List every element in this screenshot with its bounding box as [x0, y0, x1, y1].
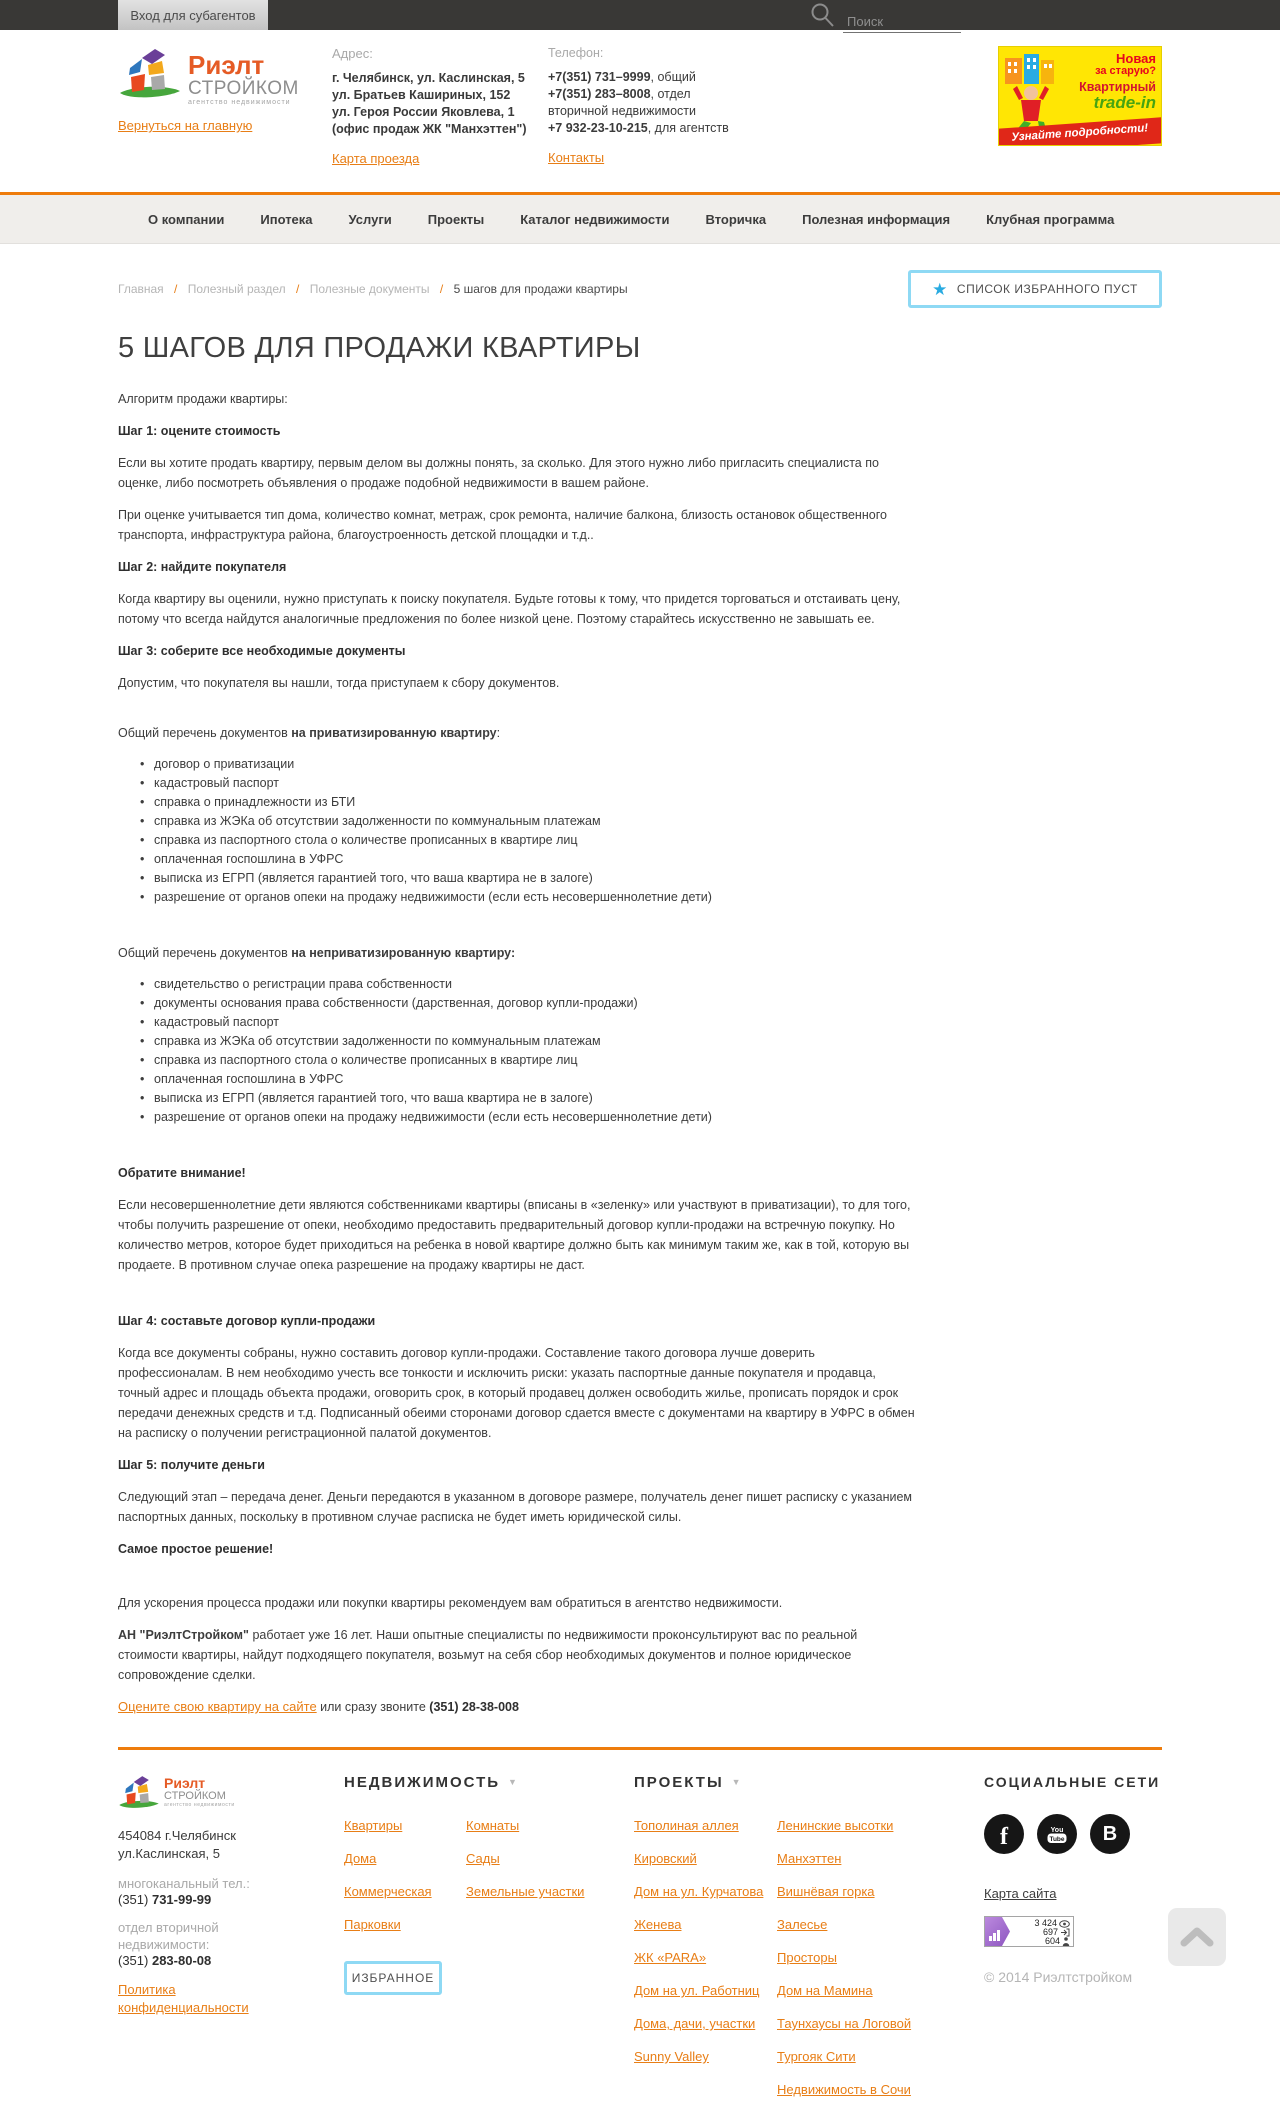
person-icon: [1062, 1937, 1070, 1946]
breadcrumb-separator: /: [174, 282, 178, 296]
banner-line-3: Квартирный: [1079, 80, 1156, 94]
phone-line: +7(351) 731–9999, общий: [548, 70, 696, 84]
nav-item-about[interactable]: О компании: [148, 211, 225, 227]
nav-item-projects[interactable]: Проекты: [427, 211, 485, 227]
site-footer: [0, 1747, 1280, 2114]
footer-favorites-button[interactable]: ИЗБРАННОЕ: [344, 1961, 442, 1995]
list-item: • документы основания права собственности (дарственная, договор купли-продажи): [140, 994, 918, 1013]
list-item: • справка из паспортного стола о количестве прописанных в квартире лиц: [140, 831, 918, 850]
step-5-title: Шаг 5: получите деньги: [118, 1458, 265, 1472]
list-item: • справка о принадлежности из БТИ: [140, 793, 918, 812]
project-link[interactable]: Залесье: [777, 1917, 828, 1932]
step-3-title: Шаг 3: соберите все необходимые документы: [118, 644, 406, 658]
project-link[interactable]: Таунхаусы на Логовой: [777, 2016, 912, 2031]
project-link[interactable]: Тополиная аллея: [634, 1818, 739, 1833]
list-item: • разрешение от органов опеки на продажу недвижимости (если есть несовершеннолетние дети): [140, 1108, 918, 1127]
note-title: Обратите внимание!: [118, 1166, 246, 1180]
footer-link-parking[interactable]: Парковки: [344, 1917, 401, 1932]
vk-icon[interactable]: B: [1090, 1814, 1130, 1854]
social-heading: СОЦИАЛЬНЫЕ СЕТИ: [984, 1774, 1161, 1790]
list-item: • свидетельство о регистрации права собственности: [140, 975, 918, 994]
nav-item-secondary[interactable]: Вторичка: [705, 211, 767, 227]
footer-social-column: [984, 1774, 1162, 2114]
list-item: • справка из паспортного стола о количестве прописанных в квартире лиц: [140, 1051, 918, 1070]
list-item: • договор о приватизации: [140, 755, 918, 774]
search-input[interactable]: [843, 11, 961, 33]
main-navigation: [0, 192, 1280, 244]
nav-item-club[interactable]: Клубная программа: [986, 211, 1115, 227]
step-5-paragraph: Следующий этап – передача денег. Деньги передаются в указанном в договоре размере, получатель денег пишет расписку с указанием паспортных данных, поскольку в противном случае расписка не будет иметь юридической силы.: [118, 1490, 913, 1524]
footer-link-commercial[interactable]: Коммерческая: [344, 1884, 432, 1899]
phone-line: +7(351) 283–8008, отдел: [548, 87, 691, 101]
page-title: 5 ШАГОВ ДЛЯ ПРОДАЖИ КВАРТИРЫ: [118, 332, 641, 364]
realty-heading[interactable]: НЕДВИЖИМОСТЬ ▼: [344, 1774, 519, 1791]
project-link[interactable]: Sunny Valley: [634, 2049, 709, 2064]
step-4-paragraph: Когда все документы собраны, нужно составить договор купли-продажи. Составление такого договора лучше доверить профессионалам. В нем необходимо учесть все тонкости и исключить риски: указать паспортные данные покупателя и продавца, точный адрес и площадь объекта продажи, оговорить срок, в который продавец должен освободить жилье, прописать порядок и срок передачи денежных средств и т.д. Подписанный обеими сторонами договор сдается вместе с документами на квартиру в УФРС в обмен на расписку о получении регистрационной палатой документов.: [118, 1346, 915, 1440]
project-link[interactable]: ЖК «PARA»: [634, 1950, 707, 1965]
project-link[interactable]: Недвижимость в Сочи: [777, 2082, 911, 2097]
footer-link-houses[interactable]: Дома: [344, 1851, 377, 1866]
company-logo[interactable]: [118, 46, 324, 106]
footer-link-land[interactable]: Земельные участки: [466, 1884, 585, 1899]
banner-strip: Узнайте подробности!: [998, 117, 1162, 146]
footer-phone1: (351) 731-99-99: [118, 1892, 212, 1907]
breadcrumb-home-link[interactable]: Главная: [118, 282, 164, 296]
main-content: [0, 270, 1280, 1717]
logo-word-1: Риэлт: [164, 1775, 206, 1791]
svg-text:Tube: Tube: [1049, 1835, 1065, 1843]
simple-solution-paragraph: Для ускорения процесса продажи или покупки квартиры рекомендуем вам обратиться в агентство недвижимости.: [118, 1596, 783, 1610]
scroll-to-top-button[interactable]: [1168, 1908, 1226, 1966]
footer-phone1-label: многоканальный тел.:: [118, 1876, 250, 1891]
breadcrumb-useful-section-link[interactable]: Полезный раздел: [187, 282, 286, 296]
footer-phone2: (351) 283-80-08: [118, 1953, 212, 1968]
cta-phone-number: (351) 28-38-008: [429, 1700, 519, 1714]
step-3-paragraph: Допустим, что покупателя вы нашли, тогда приступаем к сбору документов.: [118, 676, 560, 690]
step-2-paragraph: Когда квартиру вы оценили, нужно приступать к поиску покупателя. Будьте готовы к тому, что придется торговаться и отстаивать цену, потому что всегда найдутся аналогичные предложения по более низкой цене. Поэтому старайтесь искусственно не завышать ее.: [118, 592, 901, 626]
estimate-apartment-link[interactable]: Оцените свою квартиру на сайте: [118, 1699, 317, 1714]
project-link[interactable]: Ленинские высотки: [777, 1818, 894, 1833]
phone-line: вторичной недвижимости: [548, 104, 697, 118]
privacy-policy-link[interactable]: Политика конфиденциальности: [118, 1982, 249, 2015]
breadcrumb-current-page: 5 шагов для продажи квартиры: [453, 282, 628, 296]
counter-visitors: 604: [1010, 1937, 1070, 1946]
top-bar: [0, 0, 1280, 30]
visit-counter-widget[interactable]: [984, 1916, 1074, 1947]
project-link[interactable]: Женева: [634, 1917, 682, 1932]
nav-item-mortgage[interactable]: Ипотека: [260, 211, 313, 227]
eye-icon: [1059, 1920, 1070, 1928]
search-box: [810, 2, 961, 33]
non-privatized-documents-list: [118, 975, 918, 1127]
logo-word-1: Риэлт: [188, 50, 265, 80]
non-privatized-list-intro: Общий перечень документов на неприватизированную квартиру:: [118, 946, 516, 960]
list-item: • оплаченная госпошлина в УФРС: [140, 1070, 918, 1089]
project-link[interactable]: Манхэттен: [777, 1851, 842, 1866]
chevron-down-icon: ▼: [731, 1777, 743, 1787]
nav-item-useful-info[interactable]: Полезная информация: [802, 211, 951, 227]
agency-paragraph: АН "РиэлтСтройком" работает уже 16 лет. Наши опытные специалисты по недвижимости проконсультируют вас по реальной стоимости квартиры, найдут подходящего покупателя, возьмут на себя сбор необходимых документов и полное юридическое сопровождение сделки.: [118, 1628, 858, 1682]
phone-line: +7 932-23-10-215, для агентств: [548, 121, 729, 135]
footer-contact-column: [118, 1774, 288, 2114]
footer-projects-column: [634, 1774, 984, 2114]
step-1-paragraph: Если вы хотите продать квартиру, первым делом вы должны понять, за сколько. Для этого нужно либо пригласить специалиста по оценке, либо посмотреть объявления о продаже подобной недвижимости в вашем районе.: [118, 456, 879, 490]
site-header: [0, 30, 1280, 192]
project-link[interactable]: Просторы: [777, 1950, 837, 1965]
address-label: Адрес:: [332, 46, 373, 61]
footer-logo[interactable]: [118, 1774, 288, 1811]
breadcrumb-separator: /: [296, 282, 300, 296]
project-link[interactable]: Вишнёвая горка: [777, 1884, 875, 1899]
logo-word-2: СТРОЙКОМ: [188, 78, 299, 99]
nav-item-catalog[interactable]: Каталог недвижимости: [520, 211, 670, 227]
login-icon: [1060, 1928, 1070, 1937]
star-icon: ★: [932, 279, 948, 299]
step-4-title: Шаг 4: составьте договор купли-продажи: [118, 1314, 376, 1328]
favorites-empty-button[interactable]: [908, 270, 1162, 308]
list-item: • справка из ЖЭКа об отсутствии задолженности по коммунальным платежам: [140, 812, 918, 831]
chevron-up-icon: [1180, 1927, 1214, 1947]
project-link[interactable]: Дом на Мамина: [777, 1983, 873, 1998]
logo-word-2: СТРОЙКОМ: [164, 1790, 226, 1802]
project-link[interactable]: Дом на ул. Работниц: [634, 1983, 760, 1998]
simple-solution-title: Самое простое решение!: [118, 1542, 274, 1556]
project-link[interactable]: Дом на ул. Курчатова: [634, 1884, 764, 1899]
list-item: • выписка из ЕГРП (является гарантией того, что ваша квартира не в залоге): [140, 1089, 918, 1108]
list-item: • выписка из ЕГРП (является гарантией того, что ваша квартира не в залоге): [140, 869, 918, 888]
banner-line-4: trade-in: [1093, 93, 1156, 112]
logo-tagline: агентство недвижимости: [188, 99, 291, 106]
counter-chart-icon: [985, 1917, 1010, 1946]
house-logo-icon: [118, 46, 182, 102]
step-1-title: Шаг 1: оцените стоимость: [118, 424, 281, 438]
list-item: • разрешение от органов опеки на продажу недвижимости (если есть несовершеннолетние дети): [140, 888, 918, 907]
phone-label: Телефон:: [548, 46, 604, 60]
house-logo-icon: [118, 1774, 160, 1811]
list-item: • кадастровый паспорт: [140, 774, 918, 793]
sitemap-link[interactable]: Карта сайта: [984, 1886, 1057, 1901]
address-line: г. Челябинск, ул. Каслинская, 5: [332, 71, 525, 85]
list-item: • справка из ЖЭКа об отсутствии задолженности по коммунальным платежам: [140, 1032, 918, 1051]
phone-block: [548, 46, 786, 166]
route-map-link[interactable]: Карта проезда: [332, 151, 420, 166]
copyright: © 2014 Риэлтстройком: [984, 1969, 1133, 1985]
project-link[interactable]: Кировский: [634, 1851, 697, 1866]
project-link[interactable]: Дома, дачи, участки: [634, 2016, 756, 2031]
list-item: • кадастровый паспорт: [140, 1013, 918, 1032]
footer-realty-column: [344, 1774, 634, 2114]
facebook-icon[interactable]: f: [984, 1814, 1024, 1854]
counter-views: 3 424: [1010, 1919, 1070, 1928]
list-item: • оплаченная госпошлина в УФРС: [140, 850, 918, 869]
contacts-link[interactable]: Контакты: [548, 150, 605, 165]
search-icon[interactable]: [810, 2, 843, 33]
counter-logins: 697: [1010, 1928, 1070, 1937]
trade-in-banner[interactable]: [998, 46, 1162, 146]
article-intro: Алгоритм продажи квартиры:: [118, 392, 288, 406]
privatized-list-intro: Общий перечень документов на приватизированную квартиру:: [118, 726, 501, 740]
nav-item-services[interactable]: Услуги: [348, 211, 392, 227]
step-2-title: Шаг 2: найдите покупателя: [118, 560, 287, 574]
footer-link-rooms[interactable]: Комнаты: [466, 1818, 520, 1833]
footer-link-gardens[interactable]: Сады: [466, 1851, 500, 1866]
breadcrumb-separator: /: [439, 282, 444, 296]
subagent-login-button[interactable]: Вход для субагентов: [118, 0, 268, 30]
privatized-documents-list: [118, 755, 918, 907]
back-to-home-link[interactable]: Вернуться на главную: [118, 118, 253, 133]
article-body: [118, 389, 918, 1717]
banner-line-2: за старую?: [1095, 65, 1156, 77]
logo-block: [118, 46, 324, 166]
breadcrumb-useful-docs-link[interactable]: Полезные документы: [309, 282, 430, 296]
projects-heading[interactable]: ПРОЕКТЫ ▼: [634, 1774, 743, 1791]
chevron-down-icon: ▼: [508, 1777, 519, 1787]
youtube-icon[interactable]: [1037, 1814, 1077, 1854]
favorites-empty-label: СПИСОК ИЗБРАННОГО ПУСТ: [956, 282, 1138, 296]
breadcrumb: [118, 282, 628, 296]
note-paragraph: Если несовершеннолетние дети являются собственниками квартиры (вписаны в «зеленку» или участвуют в приватизации), то для того, чтобы получить разрешение от опеки, необходимо предоставить предварительный договор купли-продажи на встречную покупку. Но количество метров, которое будет приходиться на ребенка в новой квартире должно быть как минимум таким же, как в той, которую вы продаете. В противном случае опека разрешение на продажу квартиры не даст.: [118, 1198, 911, 1272]
address-line: ул. Героя России Яковлева, 1: [332, 105, 515, 119]
footer-phone2-label: отдел вторичной недвижимости:: [118, 1920, 219, 1952]
step-1-paragraph: При оценке учитывается тип дома, количество комнат, метраж, срок ремонта, наличие балкона, близость остановок общественного транспорта, инфраструктура района, благоустроенность детской площадки и т.д..: [118, 508, 887, 542]
cta-line: Оцените свою квартиру на сайте или сразу звоните (351) 28-38-008: [118, 1699, 519, 1714]
address-block: [332, 46, 548, 166]
address-line: (офис продаж ЖК "Манхэттен"): [332, 122, 527, 136]
banner-line-1: Новая: [1116, 51, 1156, 66]
footer-address: 454084 г.Челябинск ул.Каслинская, 5: [118, 1828, 236, 1861]
project-link[interactable]: Тургояк Сити: [777, 2049, 856, 2064]
address-line: ул. Братьев Кашириных, 152: [332, 88, 511, 102]
svg-text:You: You: [1050, 1826, 1064, 1834]
footer-link-apartments[interactable]: Квартиры: [344, 1818, 403, 1833]
logo-tagline: агентство недвижимости: [164, 1802, 235, 1808]
